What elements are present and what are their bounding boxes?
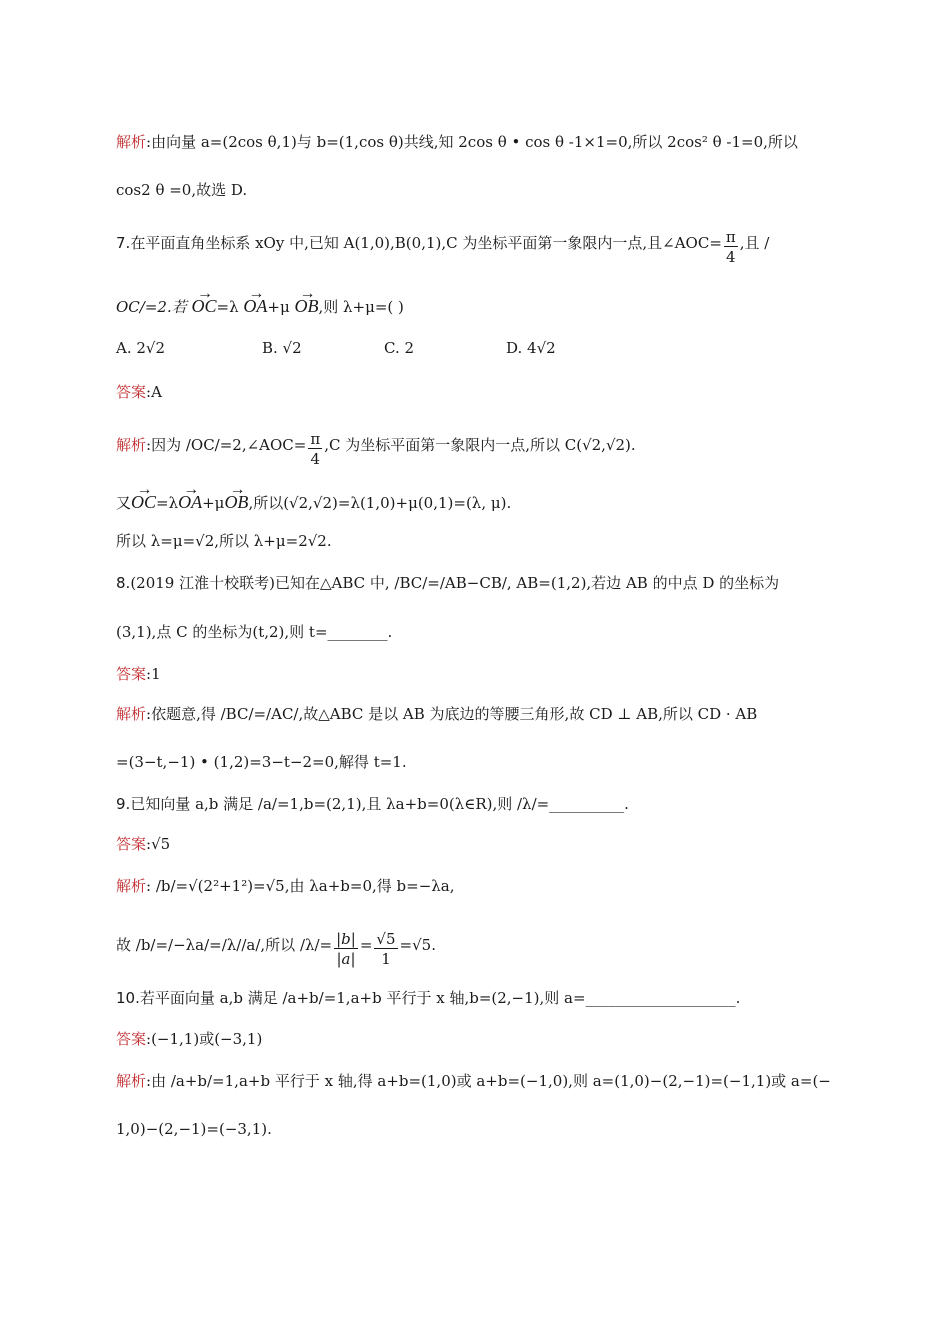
solution-6-line-2 (116, 180, 247, 200)
operator: =λ (216, 298, 239, 316)
answer-10 (116, 1029, 262, 1049)
solution-text: :因为 /OC/=2,∠AOC= (146, 436, 307, 454)
solution-text: 1,0)−(2,−1)=(−3,1). (116, 1120, 272, 1138)
question-text: 已知向量 a,b 满足 /a/=1,b=(2,1),且 λa+b=0(λ∈R),则 /λ/=__________. (130, 795, 629, 813)
solution-10-line-1 (116, 1071, 831, 1091)
operator: +μ (202, 494, 225, 512)
option-b: B. √2 (262, 339, 302, 357)
solution-label: 解析 (116, 705, 147, 723)
solution-label: 解析 (116, 436, 147, 454)
fraction-b-over-a: $\frac{|b|}{|a|}$ (336, 930, 356, 968)
solution-text: :依题意,得 /BC/=/AC/,故△ABC 是以 AB 为底边的等腰三角形,故 CD ⊥ AB,所以 CD · AB (146, 705, 758, 723)
question-number: 8. (116, 574, 131, 592)
solution-text-cont: =√5. (399, 936, 436, 954)
question-text: 若平面向量 a,b 满足 /a+b/=1,a+b 平行于 x 轴,b=(2,−1),则 a=____________________. (139, 989, 741, 1007)
solution-text-cont: ,C 为坐标平面第一象限内一点,所以 C(√2,√2). (324, 436, 636, 454)
vector-ob: → OB (294, 296, 318, 316)
solution-text: 又 (116, 494, 132, 512)
fraction-root5-over-1: $\frac{√5}{1}$ (376, 930, 396, 968)
solution-text: cos2 θ =0,故选 D. (116, 181, 248, 199)
solution-text: 故 /b/=/−λa/=/λ//a/,所以 /λ/= (116, 936, 333, 954)
answer-9 (116, 834, 170, 854)
operator: +μ (267, 298, 290, 316)
answer-label: 答案 (116, 383, 147, 401)
question-number: 7. (116, 234, 131, 252)
answer-text: :1 (146, 665, 161, 683)
solution-7-line-1 (116, 430, 636, 469)
solution-9-line-1 (116, 876, 455, 896)
question-number: 10. (116, 989, 140, 1007)
vector-ob: → OB (224, 492, 248, 512)
vector-oc: → OC (192, 296, 217, 316)
question-text: 在平面直角坐标系 xOy 中,已知 A(1,0),B(0,1),C 为坐标平面第一象限内一点,且∠AOC= (130, 234, 722, 252)
question-text-cont: ,则 λ+μ=( ) (318, 298, 404, 316)
question-number: 9. (116, 795, 131, 813)
question-7-options (116, 338, 556, 358)
question-text: OC/=2.若 (116, 298, 187, 316)
solution-label: 解析 (116, 1072, 147, 1090)
solution-7-line-3 (116, 531, 332, 551)
question-text: (3,1),点 C 的坐标为(t,2),则 t=________. (116, 623, 393, 641)
solution-label: 解析 (116, 877, 147, 895)
solution-label: 解析 (116, 133, 147, 151)
answer-text: :A (146, 383, 162, 401)
answer-label: 答案 (116, 1030, 147, 1048)
fraction-pi-over-4: $\frac{\pi}{4}$ (725, 228, 736, 266)
question-7-line-2 (116, 296, 404, 317)
vector-oa: → OA (178, 492, 202, 512)
option-c: C. 2 (384, 339, 415, 357)
solution-8-line-1 (116, 704, 757, 724)
vector-oa: → OA (243, 296, 267, 316)
question-8-line-2 (116, 622, 392, 642)
solution-text: =(3−t,−1) • (1,2)=3−t−2=0,解得 t=1. (116, 753, 407, 771)
solution-8-line-2 (116, 752, 407, 772)
vector-oc: → OC (131, 492, 156, 512)
question-7-line-1 (116, 228, 769, 267)
solution-10-line-2 (116, 1119, 272, 1139)
option-d: D. 4√2 (506, 339, 556, 357)
solution-text: : /b/=√(2²+1²)=√5,由 λa+b=0,得 b=−λa, (146, 877, 455, 895)
solution-text-cont: ,所以(√2,√2)=λ(1,0)+μ(0,1)=(λ, μ). (248, 494, 512, 512)
solution-text: :由 /a+b/=1,a+b 平行于 x 轴,得 a+b=(1,0)或 a+b=(−1,0),则 a=(1,0)−(2,−1)=(−1,1)或 a=(− (146, 1072, 831, 1090)
solution-7-line-2 (116, 492, 511, 513)
solution-text: :由向量 a=(2cos θ,1)与 b=(1,cos θ)共线,知 2cos θ • cos θ -1×1=0,所以 2cos² θ -1=0,所以 (146, 133, 798, 151)
answer-7 (116, 382, 162, 402)
answer-label: 答案 (116, 665, 147, 683)
solution-6-line-1 (116, 132, 798, 152)
question-text: (2019 江淮十校联考)已知在△ABC 中, /BC/=/AB−CB/, AB=(1,2),若边 AB 的中点 D 的坐标为 (130, 574, 780, 592)
question-9 (116, 794, 629, 814)
answer-8 (116, 664, 161, 684)
answer-label: 答案 (116, 835, 147, 853)
answer-text: :(−1,1)或(−3,1) (146, 1030, 263, 1048)
solution-text: 所以 λ=μ=√2,所以 λ+μ=2√2. (116, 532, 332, 550)
question-text-cont: ,且 / (739, 234, 770, 252)
question-10 (116, 988, 740, 1008)
equals: = (359, 936, 373, 954)
option-a: A. 2√2 (116, 339, 166, 357)
fraction-pi-over-4: $\frac{\pi}{4}$ (310, 430, 321, 468)
operator: =λ (156, 494, 179, 512)
question-8-line-1 (116, 573, 779, 593)
solution-9-line-2 (116, 930, 436, 969)
answer-text: :√5 (146, 835, 171, 853)
